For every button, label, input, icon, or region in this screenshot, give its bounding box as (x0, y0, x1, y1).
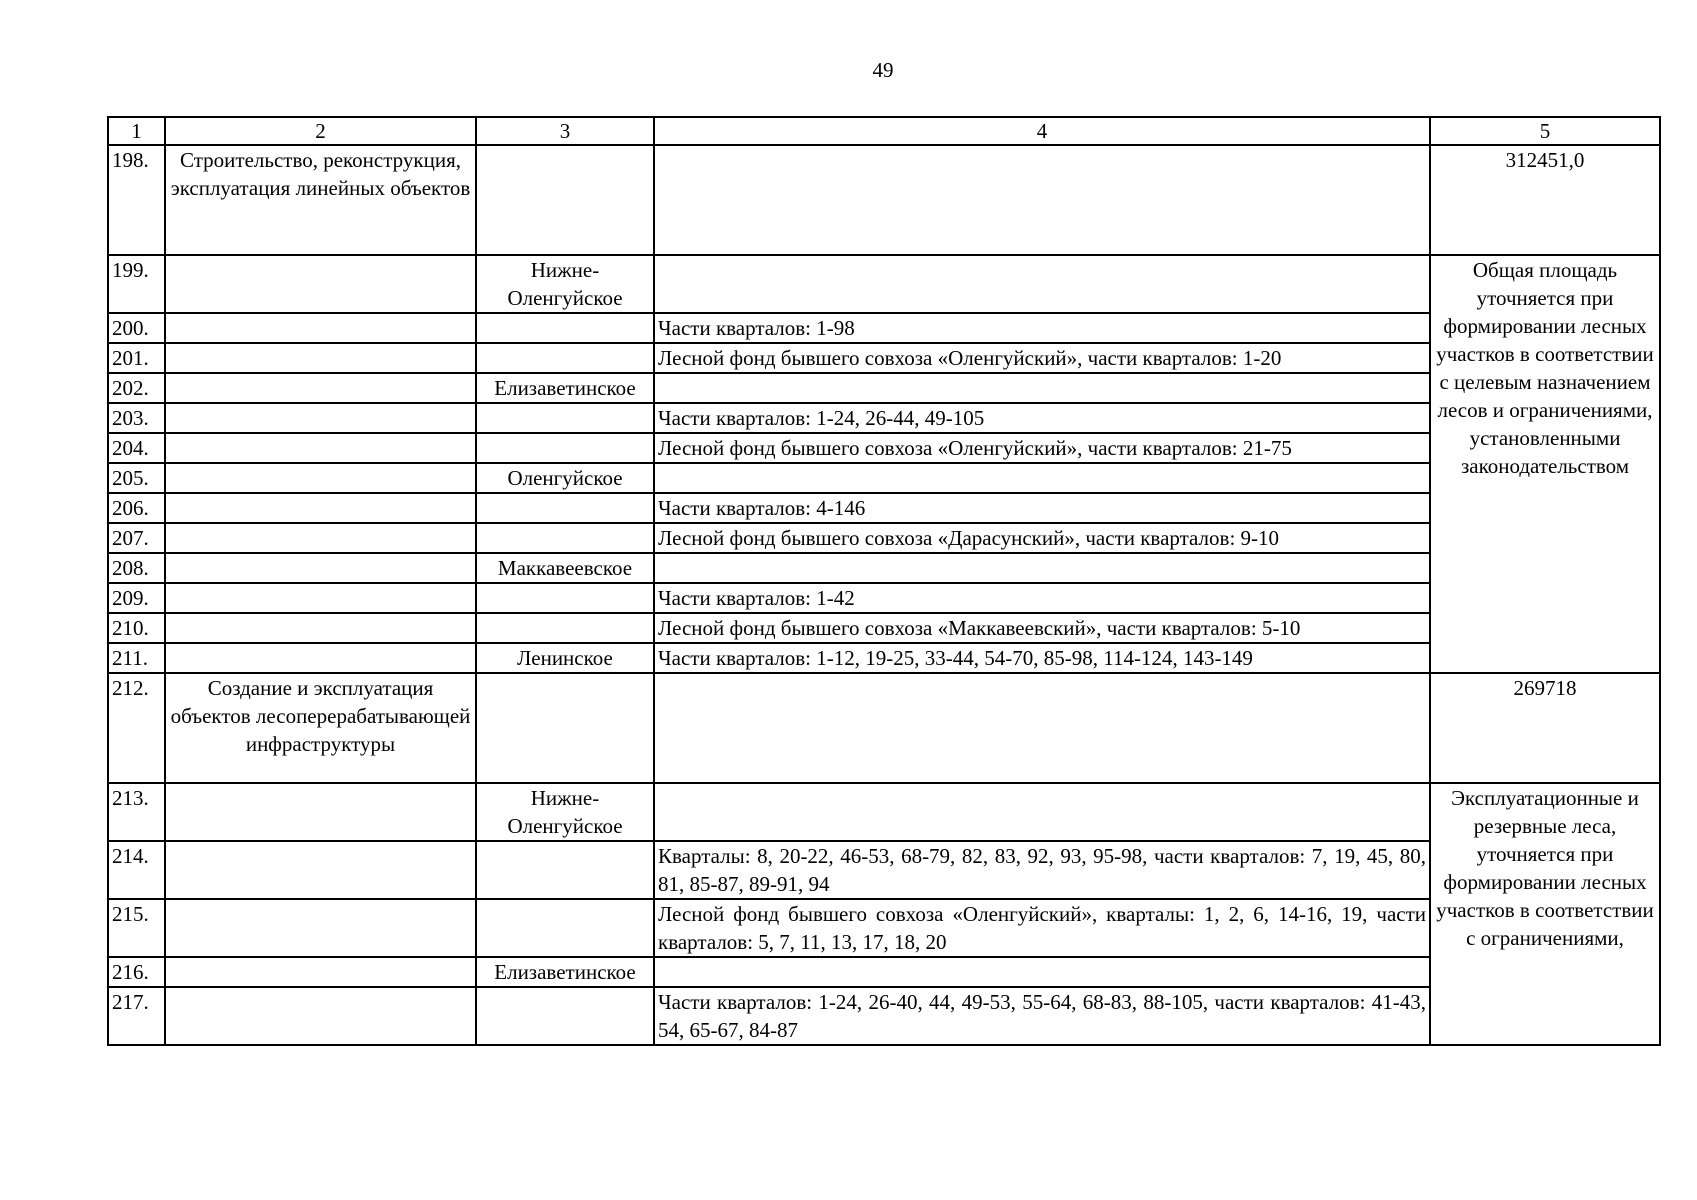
purpose-cell (165, 255, 476, 313)
location-cell (654, 783, 1430, 841)
table-row (108, 463, 1660, 493)
forestry-cell (476, 343, 654, 373)
location-cell: Лесной фонд бывшего совхоза «Оленгуйский», части кварталов: 21-75 (654, 433, 1430, 463)
row-number: 204. (108, 433, 165, 463)
location-cell (654, 553, 1430, 583)
forestry-cell: Ленинское (476, 643, 654, 673)
row-number: 201. (108, 343, 165, 373)
purpose-cell (165, 987, 476, 1045)
row-number: 200. (108, 313, 165, 343)
table-row (108, 957, 1660, 987)
row-number: 217. (108, 987, 165, 1045)
row-number: 214. (108, 841, 165, 899)
row-number: 212. (108, 673, 165, 783)
table-row (108, 313, 1660, 343)
purpose-cell (165, 463, 476, 493)
location-cell (654, 673, 1430, 783)
table-row (108, 523, 1660, 553)
forestry-cell (476, 433, 654, 463)
location-cell (654, 957, 1430, 987)
purpose-cell (165, 433, 476, 463)
forestry-cell (476, 493, 654, 523)
forestry-cell (476, 313, 654, 343)
forestry-cell: Оленгуйское (476, 463, 654, 493)
table-row (108, 433, 1660, 463)
header-cell: 2 (165, 117, 476, 145)
location-cell: Лесной фонд бывшего совхоза «Маккавеевский», части кварталов: 5-10 (654, 613, 1430, 643)
purpose-cell (165, 373, 476, 403)
forestry-cell (476, 523, 654, 553)
forestry-cell: Елизаветинское (476, 957, 654, 987)
location-cell: Части кварталов: 1-24, 26-40, 44, 49-53, 55-64, 68-83, 88-105, части кварталов: 41-43, 54, 65-67, 84-87 (654, 987, 1430, 1045)
purpose-cell (165, 841, 476, 899)
area-note-cell: Эксплуатационные и резервные леса, уточняется при формировании лесных участков в соответствии с ограничениями, (1430, 783, 1660, 1045)
table-row (108, 899, 1660, 957)
table-row (108, 403, 1660, 433)
purpose-cell: Создание и эксплуатация объектов лесоперерабатывающей инфраструктуры (165, 673, 476, 783)
forestry-cell (476, 841, 654, 899)
forestry-cell: Маккавеевское (476, 553, 654, 583)
purpose-cell (165, 613, 476, 643)
forest-use-table (107, 116, 1661, 1046)
purpose-cell (165, 583, 476, 613)
table-row (108, 343, 1660, 373)
purpose-cell (165, 313, 476, 343)
location-cell (654, 463, 1430, 493)
table-row (108, 613, 1660, 643)
forestry-cell (476, 673, 654, 783)
location-cell: Лесной фонд бывшего совхоза «Дарасунский», части кварталов: 9-10 (654, 523, 1430, 553)
location-cell: Части кварталов: 4-146 (654, 493, 1430, 523)
location-cell: Лесной фонд бывшего совхоза «Оленгуйский», кварталы: 1, 2, 6, 14-16, 19, части кварталов: 5, 7, 11, 13, 17, 18, 20 (654, 899, 1430, 957)
forestry-cell (476, 583, 654, 613)
purpose-cell (165, 899, 476, 957)
header-row (108, 117, 1660, 145)
forestry-cell: Елизаветинское (476, 373, 654, 403)
area-cell: 269718 (1430, 673, 1660, 783)
table-row (108, 783, 1660, 841)
location-cell (654, 255, 1430, 313)
row-number: 202. (108, 373, 165, 403)
purpose-cell (165, 553, 476, 583)
row-number: 207. (108, 523, 165, 553)
purpose-cell (165, 783, 476, 841)
forestry-cell (476, 899, 654, 957)
header-cell: 5 (1430, 117, 1660, 145)
forestry-cell (476, 403, 654, 433)
location-cell: Части кварталов: 1-42 (654, 583, 1430, 613)
location-cell (654, 373, 1430, 403)
row-number: 206. (108, 493, 165, 523)
table-row (108, 255, 1660, 313)
purpose-cell (165, 957, 476, 987)
location-cell: Части кварталов: 1-24, 26-44, 49-105 (654, 403, 1430, 433)
row-number: 215. (108, 899, 165, 957)
table-row (108, 643, 1660, 673)
row-number: 208. (108, 553, 165, 583)
area-note-cell: Общая площадь уточняется при формировании лесных участков в соответствии с целевым назначением лесов и ограничениями, установленными законодательством (1430, 255, 1660, 673)
row-number: 210. (108, 613, 165, 643)
row-number: 198. (108, 145, 165, 255)
purpose-cell (165, 643, 476, 673)
location-cell: Лесной фонд бывшего совхоза «Оленгуйский», части кварталов: 1-20 (654, 343, 1430, 373)
row-number: 203. (108, 403, 165, 433)
forestry-cell (476, 145, 654, 255)
purpose-cell (165, 403, 476, 433)
table-row (108, 673, 1660, 783)
row-number: 205. (108, 463, 165, 493)
forestry-cell (476, 987, 654, 1045)
forestry-cell: Нижне-Оленгуйское (476, 783, 654, 841)
header-cell: 1 (108, 117, 165, 145)
purpose-cell: Строительство, реконструкция, эксплуатация линейных объектов (165, 145, 476, 255)
table-row (108, 987, 1660, 1045)
row-number: 216. (108, 957, 165, 987)
location-cell: Кварталы: 8, 20-22, 46-53, 68-79, 82, 83, 92, 93, 95-98, части кварталов: 7, 19, 45, 80, 81, 85-87, 89-91, 94 (654, 841, 1430, 899)
location-cell (654, 145, 1430, 255)
row-number: 211. (108, 643, 165, 673)
row-number: 209. (108, 583, 165, 613)
header-cell: 4 (654, 117, 1430, 145)
row-number: 199. (108, 255, 165, 313)
header-cell: 3 (476, 117, 654, 145)
purpose-cell (165, 523, 476, 553)
table-row (108, 145, 1660, 255)
location-cell: Части кварталов: 1-98 (654, 313, 1430, 343)
forestry-cell (476, 613, 654, 643)
table-row (108, 583, 1660, 613)
row-number: 213. (108, 783, 165, 841)
location-cell: Части кварталов: 1-12, 19-25, 33-44, 54-70, 85-98, 114-124, 143-149 (654, 643, 1430, 673)
table-row (108, 373, 1660, 403)
page-number: 49 (872, 58, 894, 82)
purpose-cell (165, 343, 476, 373)
area-cell: 312451,0 (1430, 145, 1660, 255)
table-row (108, 841, 1660, 899)
purpose-cell (165, 493, 476, 523)
forestry-cell: Нижне-Оленгуйское (476, 255, 654, 313)
table-row (108, 493, 1660, 523)
table-row (108, 553, 1660, 583)
